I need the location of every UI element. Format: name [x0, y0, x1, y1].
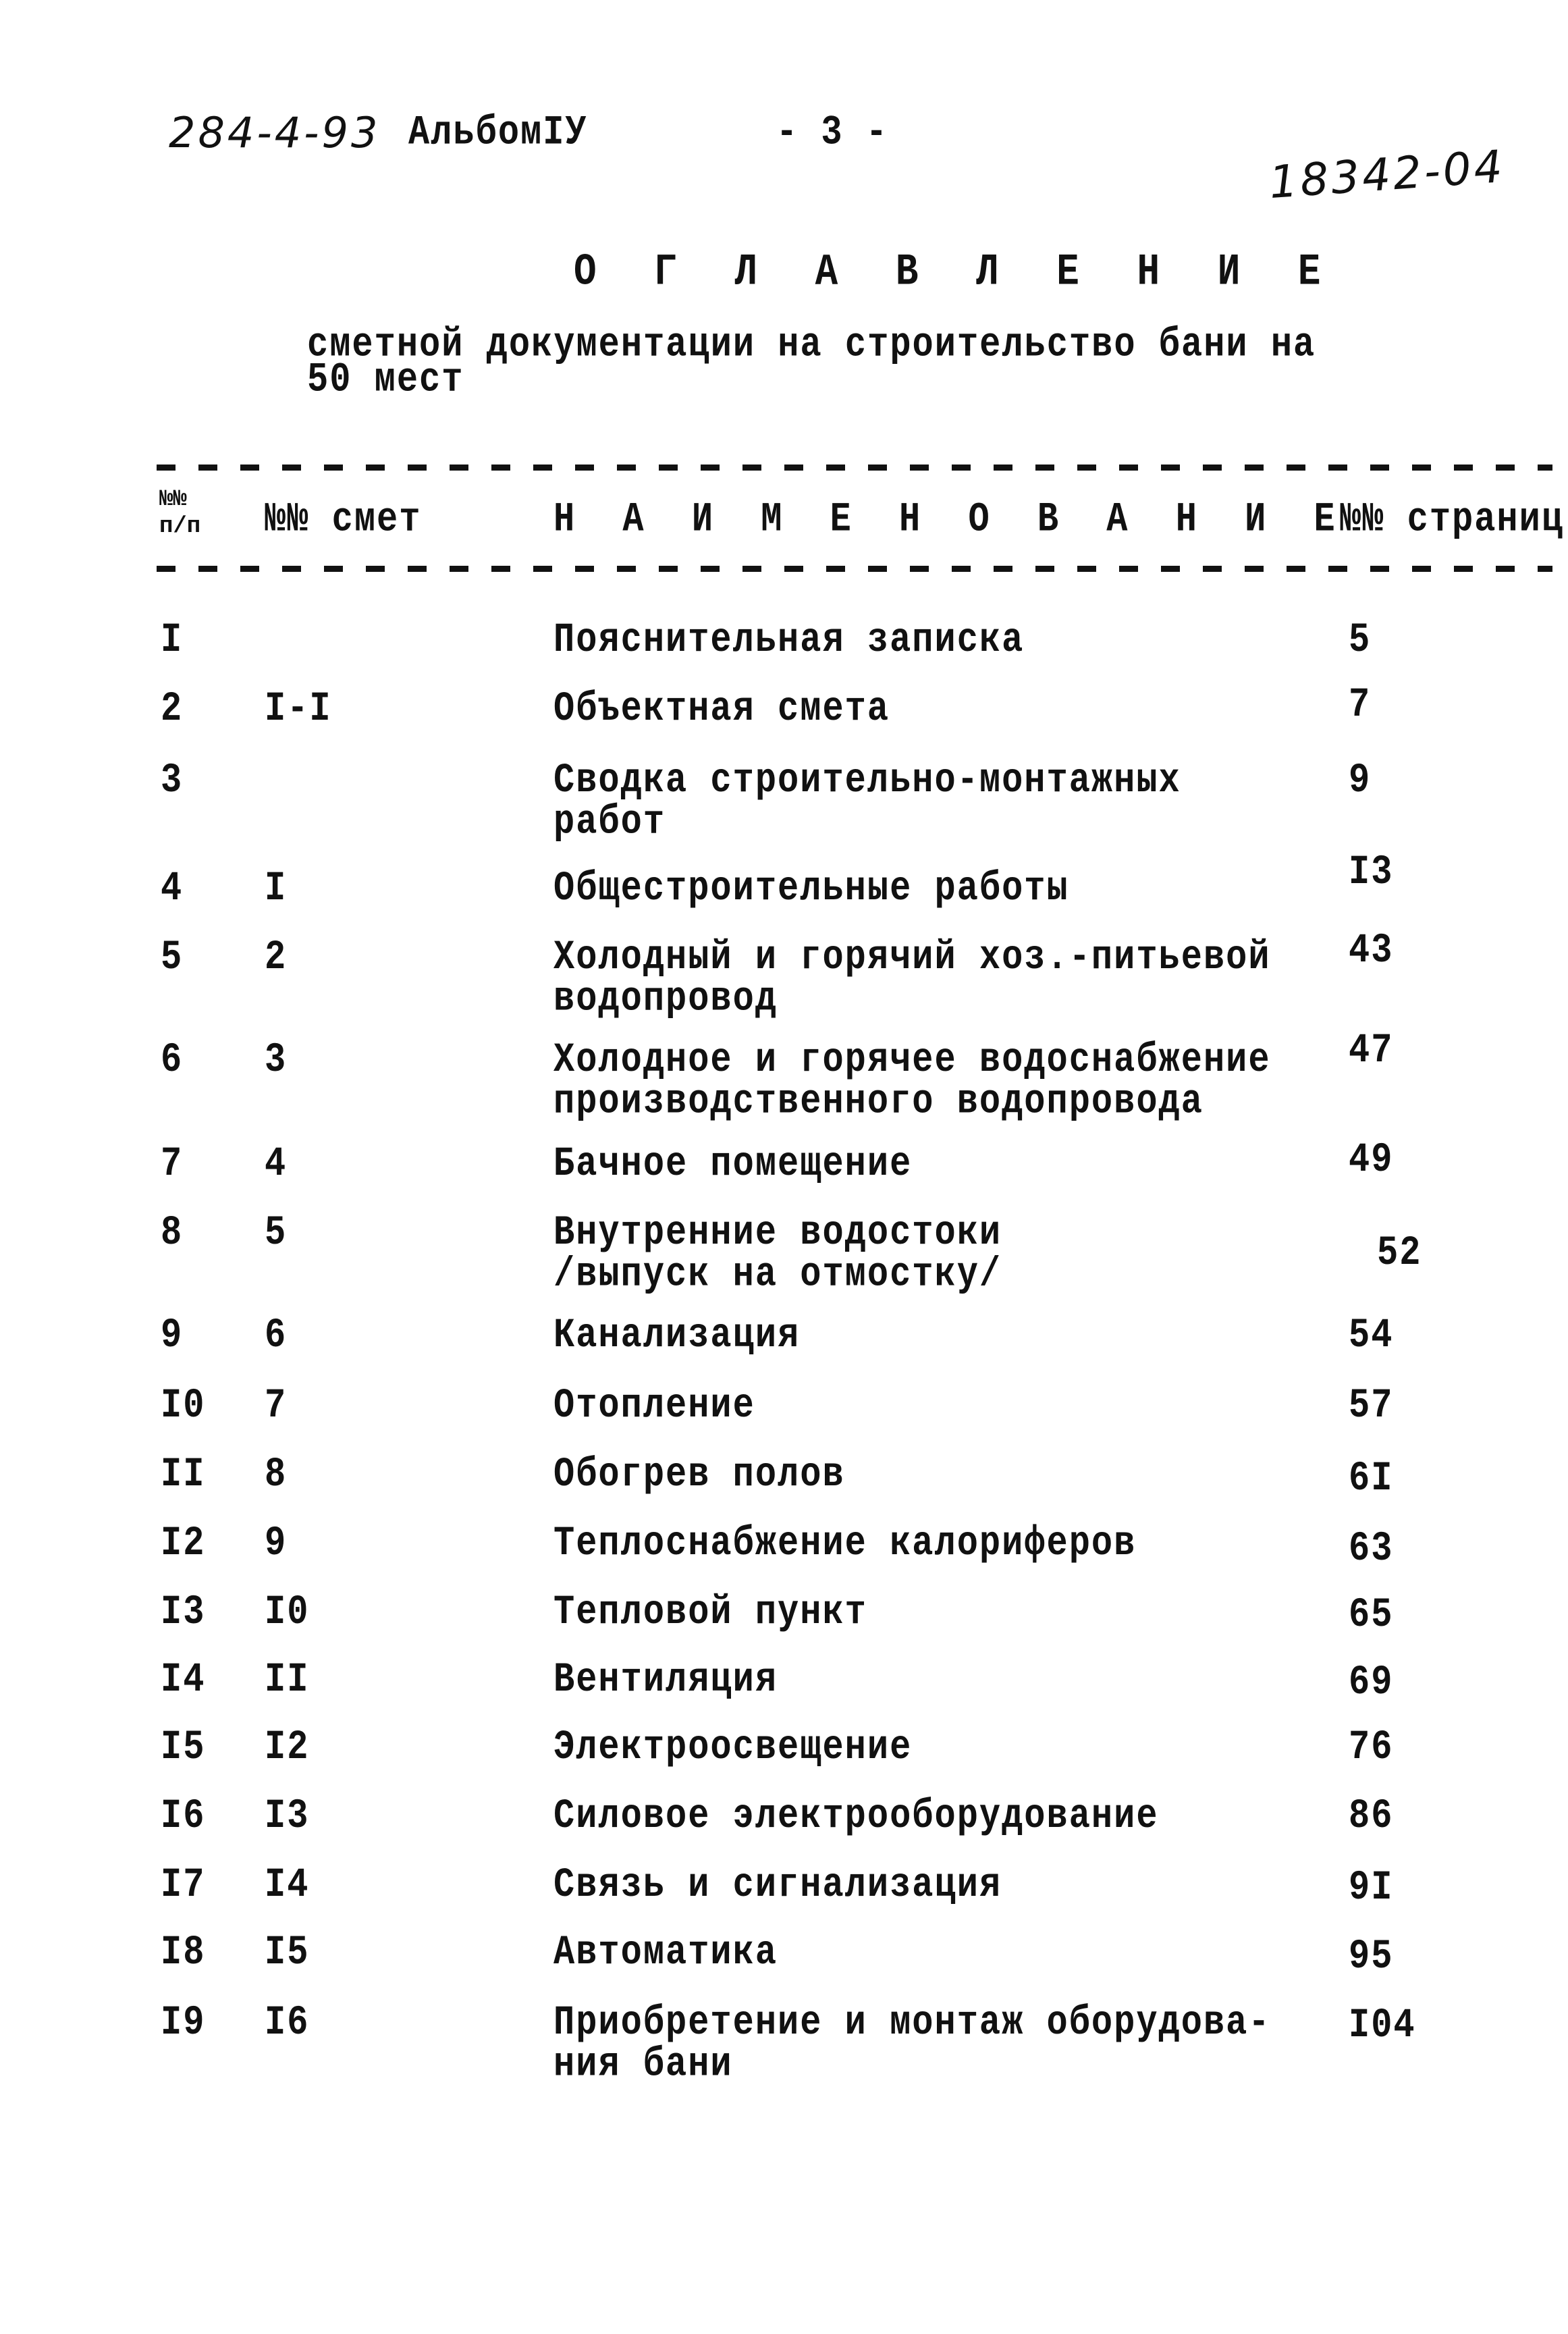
inventory-number: 18342-04: [1267, 140, 1507, 209]
table-header-divider: [157, 566, 1552, 572]
estimate-no: I3: [265, 1793, 310, 1840]
page-ref: 95: [1349, 1933, 1394, 1980]
page-ref: 5: [1349, 616, 1372, 664]
subtitle-line-1: сметной документации на строительство бани на: [307, 321, 1316, 369]
item-no: 7: [161, 1140, 184, 1188]
item-no: 8: [161, 1209, 184, 1256]
estimate-no: 7: [265, 1382, 288, 1429]
section-name: Внутренние водостоки /выпуск на отмостку/: [553, 1209, 1002, 1298]
estimate-no: I5: [265, 1929, 310, 1976]
column-header-pages: №№ страниц: [1340, 496, 1565, 543]
column-header-item-no: №№ п/п: [159, 487, 201, 539]
page-ref: 7: [1349, 681, 1372, 728]
section-name: Пояснительная записка: [553, 616, 1025, 664]
section-name: Электроосвещение: [553, 1724, 913, 1771]
estimate-no: 9: [265, 1520, 288, 1567]
column-header-name: Н А И М Е Н О В А Н И Е: [553, 496, 1349, 543]
item-no: I8: [161, 1929, 206, 1976]
estimate-no: 3: [265, 1036, 288, 1084]
page-ref: I04: [1349, 2002, 1416, 2049]
estimate-no: 8: [265, 1451, 288, 1498]
page-ref: 9: [1349, 757, 1372, 804]
estimate-no: II: [265, 1656, 310, 1703]
section-name: Вентиляция: [553, 1656, 778, 1703]
item-no: 3: [161, 757, 184, 804]
page-ref: 54: [1349, 1312, 1394, 1359]
album-label: АльбомIУ: [408, 109, 588, 157]
item-no: I7: [161, 1861, 206, 1909]
page-ref: I3: [1349, 849, 1394, 896]
page-number: - 3 -: [776, 109, 889, 157]
section-name: Холодное и горячее водоснабжение производственного водопровода: [553, 1036, 1271, 1125]
section-name: Силовое электрооборудование: [553, 1793, 1159, 1840]
page-ref: 52: [1377, 1229, 1422, 1277]
album-code: 284-4-93: [169, 108, 381, 157]
estimate-no: 4: [265, 1140, 288, 1188]
estimate-no: I0: [265, 1589, 310, 1636]
page-ref: 69: [1349, 1659, 1394, 1706]
estimate-no: I2: [265, 1724, 310, 1771]
page-ref: 43: [1349, 927, 1394, 974]
estimate-no: I: [265, 865, 288, 912]
item-no: I4: [161, 1656, 206, 1703]
item-no: I5: [161, 1724, 206, 1771]
estimate-no: 2: [265, 934, 288, 981]
page-ref: 76: [1349, 1724, 1394, 1771]
section-name: Обогрев полов: [553, 1451, 845, 1498]
estimate-no: I-I: [265, 685, 332, 733]
section-name: Приобретение и монтаж оборудова- ния бани: [553, 1999, 1271, 2088]
estimate-no: 5: [265, 1209, 288, 1256]
item-no: 9: [161, 1312, 184, 1359]
page-ref: 9I: [1349, 1864, 1394, 1911]
item-no: 2: [161, 685, 184, 733]
item-no: 4: [161, 865, 184, 912]
item-no: 5: [161, 934, 184, 981]
item-no: 6: [161, 1036, 184, 1084]
section-name: Канализация: [553, 1312, 801, 1359]
table-top-divider: [157, 465, 1552, 471]
document-title: О Г Л А В Л Е Н И Е: [574, 246, 1339, 298]
section-name: Тепловой пункт: [553, 1589, 867, 1636]
page-ref: 86: [1349, 1793, 1394, 1840]
page-ref: 6I: [1349, 1455, 1394, 1502]
item-no: I: [161, 616, 184, 664]
page-ref: 57: [1349, 1382, 1394, 1429]
item-no: I6: [161, 1793, 206, 1840]
estimate-no: 6: [265, 1312, 288, 1359]
section-name: Отопление: [553, 1382, 755, 1429]
page-ref: 49: [1349, 1136, 1394, 1184]
item-no: I0: [161, 1382, 206, 1429]
section-name: Бачное помещение: [553, 1140, 913, 1188]
item-no: I9: [161, 1999, 206, 2046]
page-ref: 65: [1349, 1591, 1394, 1639]
item-no: I2: [161, 1520, 206, 1567]
section-name: Автоматика: [553, 1929, 778, 1976]
section-name: Сводка строительно-монтажных работ: [553, 757, 1181, 846]
estimate-no: I6: [265, 1999, 310, 2046]
section-name: Объектная смета: [553, 685, 890, 733]
section-name: Теплоснабжение калориферов: [553, 1520, 1137, 1567]
page-ref: 63: [1349, 1525, 1394, 1572]
section-name: Общестроительные работы: [553, 865, 1069, 912]
subtitle-line-2: 50 мест: [307, 356, 464, 404]
item-no: II: [161, 1451, 206, 1498]
column-header-estimate-no: №№ смет: [265, 496, 422, 543]
page-ref: 47: [1349, 1027, 1394, 1074]
item-no: I3: [161, 1589, 206, 1636]
section-name: Холодный и горячий хоз.-питьевой водопровод: [553, 934, 1271, 1023]
estimate-no: I4: [265, 1861, 310, 1909]
section-name: Связь и сигнализация: [553, 1861, 1002, 1909]
